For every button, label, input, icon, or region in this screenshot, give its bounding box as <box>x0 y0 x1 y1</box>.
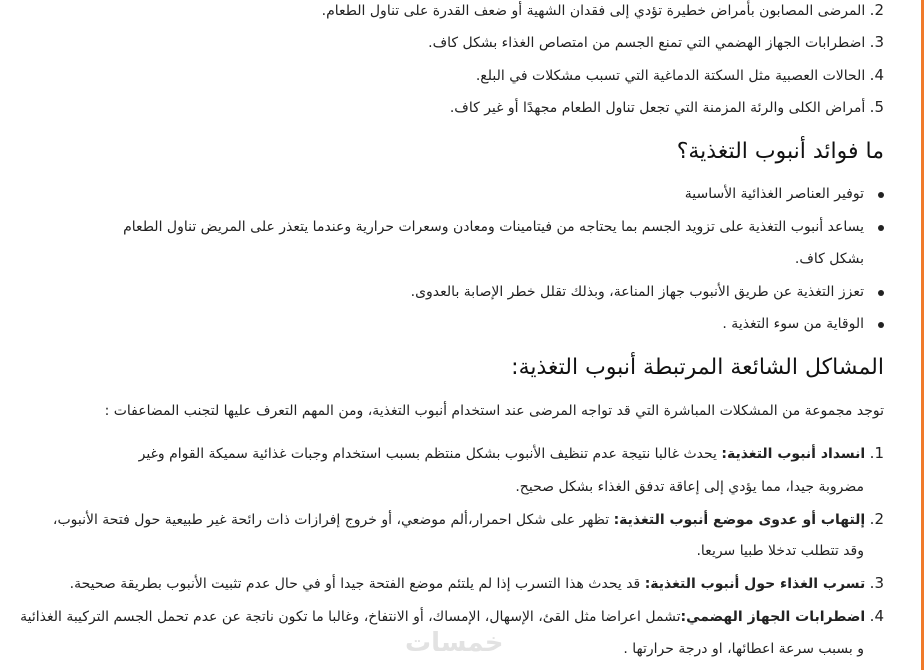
problem-text: تظهر على شكل احمرار،ألم موضعي، أو خروج إفرازات ذات رائحة غير طبيعية حول فتحة الأنبوب، <box>52 512 614 528</box>
list-number: 3. <box>869 574 884 592</box>
problems-heading: المشاكل الشائعة المرتبطة أنبوب التغذية: <box>511 355 884 380</box>
list-text: اضطرابات الجهاز الهضمي التي تمنع الجسم من امتصاص الغذاء بشكل كاف. <box>428 35 866 51</box>
list-text: المرضى المصابون بأمراض خطيرة تؤدي إلى فقدان الشهية أو ضعف القدرة على تناول الطعام. <box>321 3 866 19</box>
bullet-item: توفير العناصر الغذائية الأساسية <box>684 186 864 202</box>
list-item <box>450 100 884 115</box>
bullet-item: الوقاية من سوء التغذية . <box>722 316 864 332</box>
list-item <box>322 3 884 18</box>
problem-continuation: مضروبة جيدا، مما يؤدي إلى إعاقة تدفق الغذاء بشكل صحيح. <box>515 479 864 495</box>
problem-continuation: و بسبب سرعة اعطائها، او درجة حرارتها . <box>623 641 864 657</box>
list-number: 1. <box>869 444 884 462</box>
problem-title: تسرب الغذاء حول أنبوب التغذية: <box>644 576 866 592</box>
problem-item <box>70 576 884 591</box>
list-text: الحالات العصبية مثل السكتة الدماغية التي تسبب مشكلات في البلع. <box>475 68 866 84</box>
problem-title: انسداد أنبوب التغذية: <box>721 446 866 462</box>
problem-text: قد يحدث هذا التسرب إذا لم يلتئم موضع الفتحة جيدا أو في حال عدم تثبيت الأنبوب بطريقة صحيحة. <box>69 576 645 592</box>
list-number: 3. <box>869 33 884 51</box>
bullet-item: يساعد أنبوب التغذية على تزويد الجسم بما يحتاجه من فيتامينات ومعادن وسعرات حرارية وعندما يتعذر على المريض تناول الطعام <box>123 219 864 235</box>
list-item <box>476 68 884 83</box>
list-item <box>428 35 884 50</box>
site-watermark-logo: خمسات <box>405 628 504 658</box>
bullet-item: تعزز التغذية عن طريق الأنبوب جهاز المناعة، وبذلك تقلل خطر الإصابة بالعدوى. <box>410 284 864 300</box>
problem-text: يحدث غالبا نتيجة عدم تنظيف الأنبوب بشكل منتظم بسبب استخدام وجبات غذائية سميكة القوام وغير <box>138 446 722 462</box>
list-number: 2. <box>869 510 884 528</box>
problem-title: إلتهاب أو عدوى موضع أنبوب التغذية: <box>613 512 866 528</box>
problem-item <box>20 609 884 624</box>
problem-title: اضطرابات الجهاز الهضمي: <box>680 609 866 625</box>
problem-item <box>53 512 884 527</box>
list-number: 2. <box>869 1 884 19</box>
list-number: 5. <box>869 98 884 116</box>
list-number: 4. <box>869 66 884 84</box>
list-text: أمراض الكلى والرئة المزمنة التي تجعل تناول الطعام مجهدًا أو غير كاف. <box>449 100 866 116</box>
problem-text: تشمل اعراضا مثل القئ، الإسهال، الإمساك، أو الانتفاخ، وغالبا ما تكون ناتجة عن عدم تحمل الجسم التركيبة الغذائية <box>20 609 681 625</box>
problem-item <box>139 446 884 461</box>
problems-intro: توجد مجموعة من المشكلات المباشرة التي قد تواجه المرضى عند استخدام أنبوب التغذية، ومن المهم التعرف عليها لتجنب المضاعفات : <box>104 403 884 419</box>
bullet-continuation: بشكل كاف. <box>794 251 864 267</box>
benefits-heading: ما فوائد أنبوب التغذية؟ <box>676 139 884 164</box>
list-number: 4. <box>869 607 884 625</box>
problem-continuation: وقد تتطلب تدخلا طبيا سريعا. <box>696 543 864 559</box>
